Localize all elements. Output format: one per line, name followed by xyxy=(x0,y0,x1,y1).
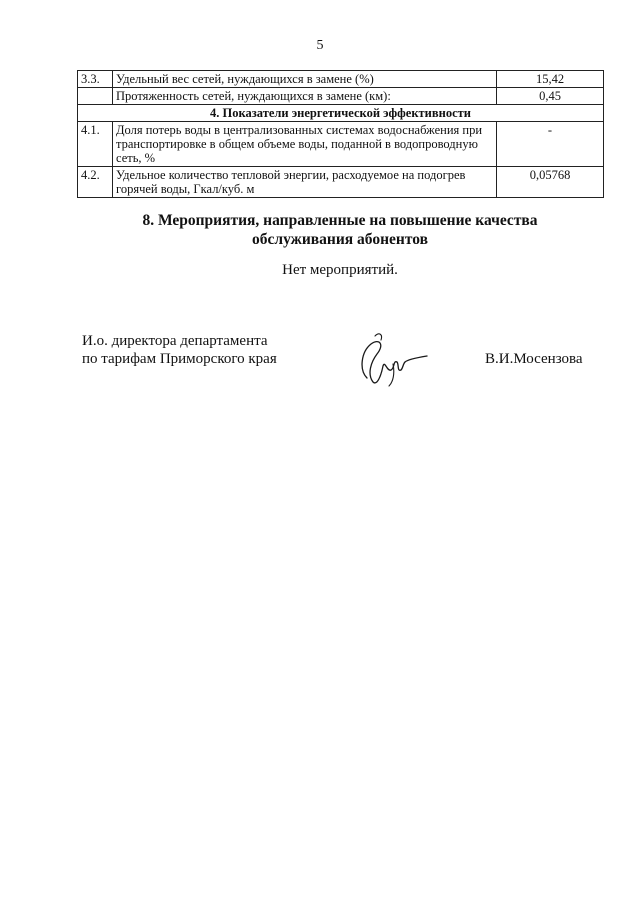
signer-position-line: И.о. директора департамента xyxy=(82,333,268,349)
section-heading xyxy=(0,211,640,249)
table-row xyxy=(78,167,604,198)
row-description: Удельный вес сетей, нуждающихся в замене (%) xyxy=(113,71,497,88)
row-number: 3.3. xyxy=(78,71,113,88)
row-value: 15,42 xyxy=(497,71,604,88)
table-section-row xyxy=(78,105,604,122)
row-value: 0,45 xyxy=(497,88,604,105)
signer-position-line: по тарифам Приморского края xyxy=(82,351,277,367)
page-number: 5 xyxy=(316,38,324,53)
row-description: Протяженность сетей, нуждающихся в замене (км): xyxy=(113,88,497,105)
table-section-title: 4. Показатели энергетической эффективности xyxy=(78,105,604,122)
signer-name: В.И.Мосензова xyxy=(485,351,583,367)
table-row xyxy=(78,71,604,88)
signer-position xyxy=(82,332,277,368)
row-number xyxy=(78,88,113,105)
row-number: 4.1. xyxy=(78,122,113,167)
section-body: Нет мероприятий. xyxy=(282,262,398,278)
row-number: 4.2. xyxy=(78,167,113,198)
handwritten-signature-icon xyxy=(345,330,430,390)
table-row xyxy=(78,122,604,167)
section-heading-line: 8. Мероприятия, направленные на повышение качества xyxy=(142,212,538,229)
section-heading-line: обслуживания абонентов xyxy=(252,231,428,248)
row-value: - xyxy=(497,122,604,167)
row-description: Доля потерь воды в централизованных системах водоснабжения при транспортировке в общем объеме воды, поданной в водопроводную сеть, % xyxy=(113,122,497,167)
row-value: 0,05768 xyxy=(497,167,604,198)
indicators-table xyxy=(77,70,604,198)
table-row xyxy=(78,88,604,105)
row-description: Удельное количество тепловой энергии, расходуемое на подогрев горячей воды, Гкал/куб. м xyxy=(113,167,497,198)
